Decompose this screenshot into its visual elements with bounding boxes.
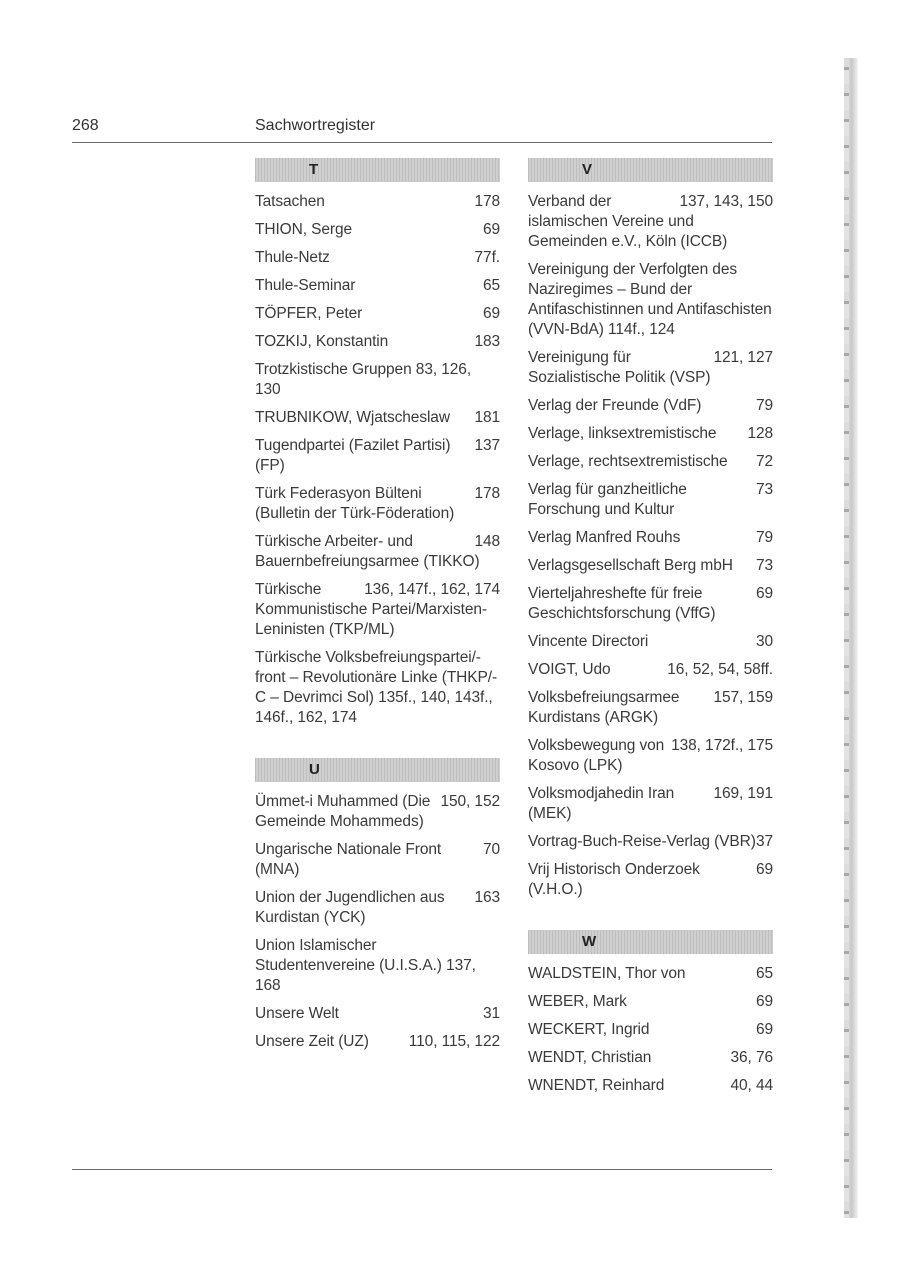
index-entry bbox=[528, 660, 773, 680]
index-entry-term: Türkische Arbeiter- und Bauernbefreiungsarmee (TIKKO) bbox=[255, 533, 480, 570]
index-entry bbox=[528, 1020, 773, 1040]
index-entry-term: Volksbewegung von Kosovo (LPK) bbox=[528, 737, 665, 774]
index-entry bbox=[528, 736, 773, 776]
index-entry-pages: 110, 115, 122 bbox=[408, 1033, 500, 1050]
index-entry-term: Tatsachen bbox=[255, 193, 325, 210]
index-entry bbox=[528, 832, 773, 852]
index-entry bbox=[255, 276, 500, 296]
page-edge-shadow bbox=[844, 58, 858, 1218]
index-entry bbox=[255, 1004, 500, 1024]
index-entry-pages: 77f. bbox=[474, 249, 500, 266]
index-entry-pages: 69 bbox=[755, 993, 773, 1010]
index-column-right bbox=[528, 158, 773, 1104]
index-entry-term: Verlagsgesellschaft Berg mbH bbox=[528, 557, 733, 574]
index-entry-pages: 136, 147f., 162, 174 bbox=[364, 581, 500, 598]
index-entry-pages: 138, 172f., 175 bbox=[671, 737, 773, 754]
index-entry bbox=[255, 840, 500, 880]
index-entry-pages: 69 bbox=[755, 861, 773, 878]
index-entry-pages: 137 bbox=[474, 437, 500, 454]
index-entry bbox=[255, 436, 500, 476]
index-entry-term: WEBER, Mark bbox=[528, 993, 627, 1010]
index-entry-term: Ungarische Nationale Front (MNA) bbox=[255, 841, 442, 878]
index-section-w bbox=[528, 964, 773, 1096]
index-entry-term: Vierteljahreshefte für freie Geschichtsforschung (VffG) bbox=[528, 585, 716, 622]
index-entry-pages: 65 bbox=[482, 277, 500, 294]
index-entry-pages: 30 bbox=[755, 633, 773, 650]
index-entry-term: TOZKIJ, Konstantin bbox=[255, 333, 389, 350]
index-entry bbox=[528, 480, 773, 520]
index-entry bbox=[528, 396, 773, 416]
index-entry bbox=[528, 556, 773, 576]
index-entry-pages: 150, 152 bbox=[440, 793, 500, 810]
index-entry-term: Verlag für ganzheitliche Forschung und Kultur bbox=[528, 481, 687, 518]
index-entry-term: Tugendpartei (Fazilet Partisi) (FP) bbox=[255, 437, 451, 474]
index-column-left bbox=[255, 158, 500, 1060]
header-rule bbox=[72, 142, 772, 143]
index-entry-term: Verlag Manfred Rouhs bbox=[528, 529, 681, 546]
index-entry-pages: 37 bbox=[755, 833, 773, 850]
index-entry-term: Thule-Netz bbox=[255, 249, 330, 266]
index-entry bbox=[528, 688, 773, 728]
index-entry-pages: 79 bbox=[755, 529, 773, 546]
index-entry bbox=[255, 332, 500, 352]
index-entry-pages: 31 bbox=[482, 1005, 500, 1022]
index-entry bbox=[528, 584, 773, 624]
letter-heading-w: W bbox=[528, 930, 773, 954]
index-entry-term: Vincente Directori bbox=[528, 633, 649, 650]
index-entry bbox=[255, 936, 500, 996]
index-entry-pages: 181 bbox=[474, 409, 500, 426]
index-section-v bbox=[528, 192, 773, 900]
footer-rule bbox=[72, 1169, 772, 1170]
index-entry-term: WENDT, Christian bbox=[528, 1049, 652, 1066]
index-entry bbox=[255, 580, 500, 640]
index-entry-pages: 157, 159 bbox=[713, 689, 773, 706]
running-head: Sachwortregister bbox=[255, 117, 376, 134]
index-entry-term: Verlage, rechtsextremistische bbox=[528, 453, 728, 470]
index-entry-term: Union der Jugendlichen aus Kurdistan (YCK) bbox=[255, 889, 445, 926]
index-entry bbox=[255, 648, 500, 728]
index-entry-pages: 121, 127 bbox=[713, 349, 773, 366]
index-entry-term: WALDSTEIN, Thor von bbox=[528, 965, 686, 982]
index-entry bbox=[255, 792, 500, 832]
index-entry-pages: 69 bbox=[755, 585, 773, 602]
index-entry-term: THION, Serge bbox=[255, 221, 352, 238]
letter-heading-t: T bbox=[255, 158, 500, 182]
index-entry-pages: 178 bbox=[474, 485, 500, 502]
index-entry-pages: 148 bbox=[474, 533, 500, 550]
index-entry-pages: 163 bbox=[474, 889, 500, 906]
index-entry-pages: 65 bbox=[755, 965, 773, 982]
index-entry bbox=[528, 964, 773, 984]
index-entry bbox=[528, 632, 773, 652]
page-number: 268 bbox=[72, 117, 99, 134]
index-entry bbox=[255, 888, 500, 928]
index-entry-term: Volksmodjahedin Iran (MEK) bbox=[528, 785, 675, 822]
index-entry-pages: 69 bbox=[482, 305, 500, 322]
index-entry-pages: 137, 143, 150 bbox=[679, 193, 773, 210]
index-entry-term: Ümmet-i Muhammed (Die Gemeinde Mohammeds) bbox=[255, 793, 431, 830]
index-entry bbox=[528, 452, 773, 472]
index-entry bbox=[255, 248, 500, 268]
index-entry-term: WNENDT, Reinhard bbox=[528, 1077, 665, 1094]
index-entry bbox=[528, 348, 773, 388]
index-entry-term: Vortrag-Buch-Reise-Verlag (VBR) bbox=[528, 833, 756, 850]
index-entry-pages: 183 bbox=[474, 333, 500, 350]
index-entry-pages: 16, 52, 54, 58ff. bbox=[667, 661, 773, 678]
index-entry bbox=[255, 220, 500, 240]
letter-heading-u: U bbox=[255, 758, 500, 782]
index-entry-term: Türkische Kommunistische Partei/Marxisten-Leninisten (TKP/ML) bbox=[255, 581, 487, 638]
index-entry-term: VOIGT, Udo bbox=[528, 661, 611, 678]
index-entry-term: Verlag der Freunde (VdF) bbox=[528, 397, 702, 414]
index-entry-pages: 70 bbox=[482, 841, 500, 858]
index-entry-pages: 69 bbox=[482, 221, 500, 238]
letter-heading-v: V bbox=[528, 158, 773, 182]
index-entry-pages: 178 bbox=[474, 193, 500, 210]
index-entry bbox=[528, 860, 773, 900]
index-entry-pages: 73 bbox=[755, 481, 773, 498]
index-entry-term: TÖPFER, Peter bbox=[255, 305, 363, 322]
index-entry bbox=[255, 532, 500, 572]
index-entry bbox=[528, 528, 773, 548]
index-section-t bbox=[255, 192, 500, 728]
index-entry-term: Türk Federasyon Bülteni (Bulletin der Türk-Föderation) bbox=[255, 485, 455, 522]
index-entry bbox=[255, 1032, 500, 1052]
index-section-u bbox=[255, 792, 500, 1052]
index-entry-term: Thule-Seminar bbox=[255, 277, 356, 294]
index-entry-term: Vereinigung der Verfolgten des Naziregimes – Bund der Antifaschistinnen und Antifaschisten (VVN-BdA) 114f., 124 bbox=[528, 261, 772, 338]
index-entry bbox=[528, 1076, 773, 1096]
index-entry-term: TRUBNIKOW, Wjatscheslaw bbox=[255, 409, 450, 426]
index-entry-term: Verlage, linksextremistische bbox=[528, 425, 717, 442]
index-entry bbox=[528, 1048, 773, 1068]
index-entry bbox=[255, 484, 500, 524]
index-entry-pages: 72 bbox=[755, 453, 773, 470]
index-entry-term: Volksbefreiungsarmee Kurdistans (ARGK) bbox=[528, 689, 680, 726]
index-entry-term: Unsere Welt bbox=[255, 1005, 339, 1022]
index-entry-term: Vrij Historisch Onderzoek (V.H.O.) bbox=[528, 861, 700, 898]
index-entry-pages: 169, 191 bbox=[713, 785, 773, 802]
index-entry-term: Trotzkistische Gruppen 83, 126, 130 bbox=[255, 361, 472, 398]
index-entry-term: Verband der islamischen Vereine und Gemeinden e.V., Köln (ICCB) bbox=[528, 193, 728, 250]
index-entry-term: WECKERT, Ingrid bbox=[528, 1021, 650, 1038]
index-entry-term: Union Islamischer Studentenvereine (U.I.S.A.) 137, 168 bbox=[255, 937, 476, 994]
index-entry-pages: 128 bbox=[747, 425, 773, 442]
index-entry bbox=[255, 192, 500, 212]
index-entry bbox=[528, 260, 773, 340]
index-entry-term: Unsere Zeit (UZ) bbox=[255, 1033, 369, 1050]
index-entry-pages: 69 bbox=[755, 1021, 773, 1038]
index-entry bbox=[255, 408, 500, 428]
index-entry-term: Türkische Volksbefreiungspartei/-front – Revolutionäre Linke (THKP/-C – Devrimci Sol) 135f., 140, 143f., 146f., 162, 174 bbox=[255, 649, 498, 726]
index-entry bbox=[255, 360, 500, 400]
index-entry-pages: 73 bbox=[755, 557, 773, 574]
index-entry bbox=[528, 424, 773, 444]
index-entry-pages: 79 bbox=[755, 397, 773, 414]
index-entry bbox=[528, 192, 773, 252]
index-entry bbox=[528, 784, 773, 824]
index-entry-term: Vereinigung für Sozialistische Politik (VSP) bbox=[528, 349, 711, 386]
index-entry-pages: 40, 44 bbox=[730, 1077, 773, 1094]
index-entry bbox=[255, 304, 500, 324]
index-entry-pages: 36, 76 bbox=[730, 1049, 773, 1066]
index-entry bbox=[528, 992, 773, 1012]
